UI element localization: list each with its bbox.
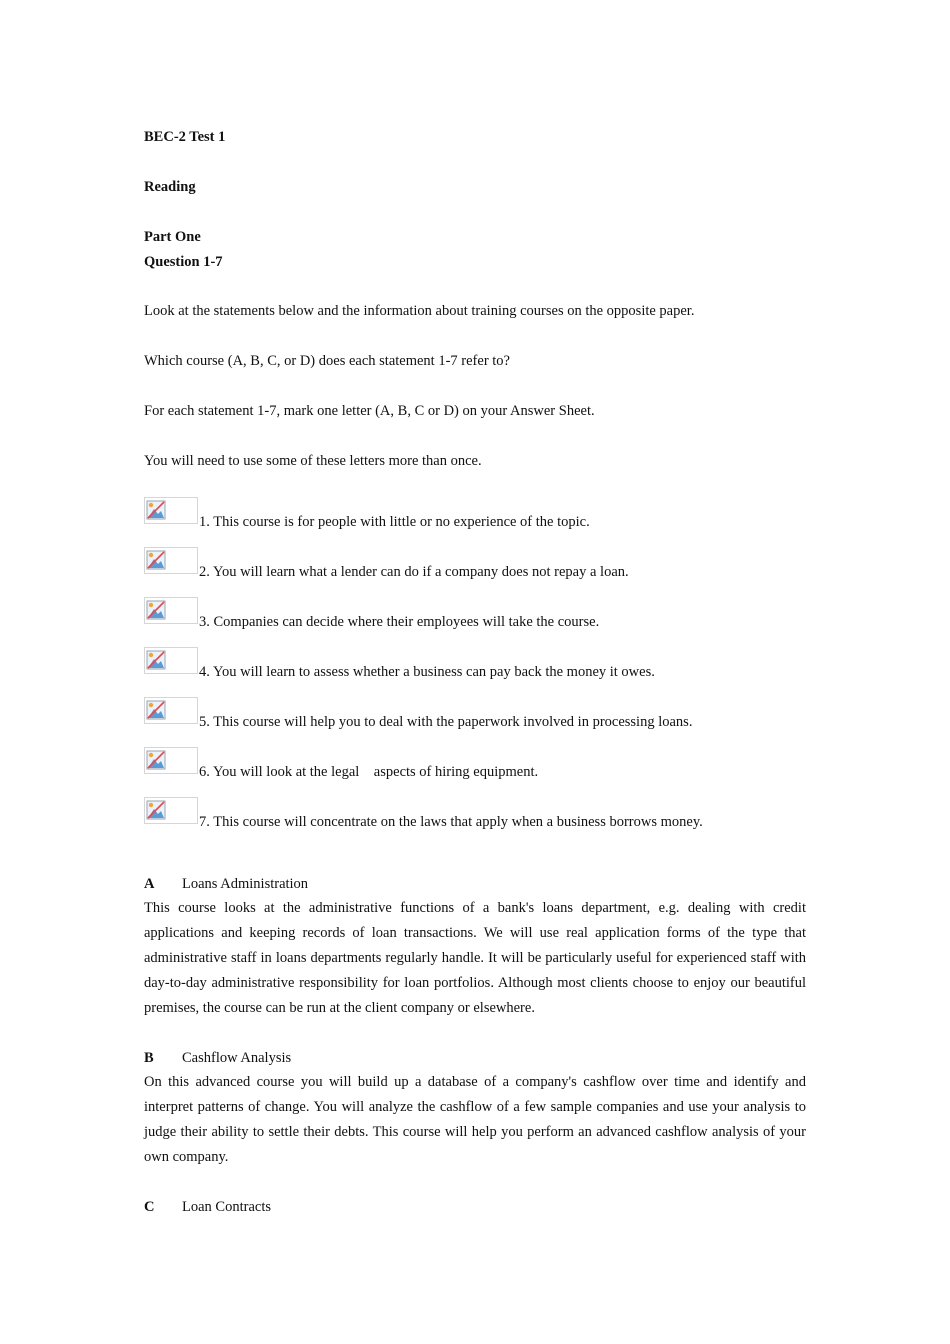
course-letter: C xyxy=(144,1199,155,1215)
instruction-line: Which course (A, B, C, or D) does each statement 1-7 refer to? xyxy=(144,353,510,369)
course-heading-a xyxy=(144,875,308,893)
course-letter: A xyxy=(144,876,155,892)
questions-range: Question 1-7 xyxy=(144,254,223,270)
instruction-line: Look at the statements below and the information about training courses on the opposite paper. xyxy=(144,303,695,319)
question-text: 7. This course will concentrate on the laws that apply when a business borrows money. xyxy=(199,814,703,830)
question-row xyxy=(144,747,806,780)
broken-image-icon xyxy=(146,500,166,520)
course-letter: B xyxy=(144,1050,154,1066)
broken-image-icon xyxy=(146,600,166,620)
test-title: BEC-2 Test 1 xyxy=(144,129,226,145)
answer-box[interactable] xyxy=(144,497,198,524)
course-description: This course looks at the administrative functions of a bank's loans department, e.g. dealing with credit applications and keeping records of loan transactions. We will use real application forms of the type that administrative staff in loans departments regularly handle. It will be particularly useful for experienced staff with day-to-day administrative responsibility for loan portfolios. Although most clients choose to enjoy our beautiful premises, the course can be run at the client company or elsewhere. xyxy=(144,900,806,1016)
question-text: 4. You will learn to assess whether a business can pay back the money it owes. xyxy=(199,664,655,680)
answer-box[interactable] xyxy=(144,697,198,724)
answer-box[interactable] xyxy=(144,597,198,624)
instruction-line: For each statement 1-7, mark one letter (A, B, C or D) on your Answer Sheet. xyxy=(144,403,595,419)
broken-image-icon xyxy=(146,550,166,570)
answer-box[interactable] xyxy=(144,647,198,674)
question-row xyxy=(144,547,806,580)
question-text: 6. You will look at the legal aspects of hiring equipment. xyxy=(199,764,539,780)
course-title: Loan Contracts xyxy=(182,1199,271,1215)
question-row xyxy=(144,497,806,530)
broken-image-icon xyxy=(146,800,166,820)
question-text: 2. You will learn what a lender can do if a company does not repay a loan. xyxy=(199,564,629,580)
question-row xyxy=(144,597,806,630)
section-title: Reading xyxy=(144,179,196,195)
part-title: Part One xyxy=(144,229,201,245)
answer-box[interactable] xyxy=(144,797,198,824)
broken-image-icon xyxy=(146,650,166,670)
course-heading-b xyxy=(144,1049,291,1067)
question-text: 1. This course is for people with little or no experience of the topic. xyxy=(199,514,590,530)
answer-box[interactable] xyxy=(144,747,198,774)
course-heading-c xyxy=(144,1198,271,1216)
course-title: Cashflow Analysis xyxy=(182,1050,292,1066)
question-row xyxy=(144,697,806,730)
instruction-line: You will need to use some of these letters more than once. xyxy=(144,453,482,469)
broken-image-icon xyxy=(146,700,166,720)
question-text: 5. This course will help you to deal with the paperwork involved in processing loans. xyxy=(199,714,693,730)
question-text: 3. Companies can decide where their employees will take the course. xyxy=(199,614,600,630)
answer-box[interactable] xyxy=(144,547,198,574)
course-description: On this advanced course you will build up a database of a company's cashflow over time and identify and interpret patterns of change. You will analyze the cashflow of a few sample companies and use your analysis to judge their ability to settle their debts. This course will help you perform an advanced cashflow analysis of your own company. xyxy=(144,1074,806,1165)
course-title: Loans Administration xyxy=(182,876,309,892)
question-row xyxy=(144,797,806,830)
question-row xyxy=(144,647,806,680)
broken-image-icon xyxy=(146,750,166,770)
